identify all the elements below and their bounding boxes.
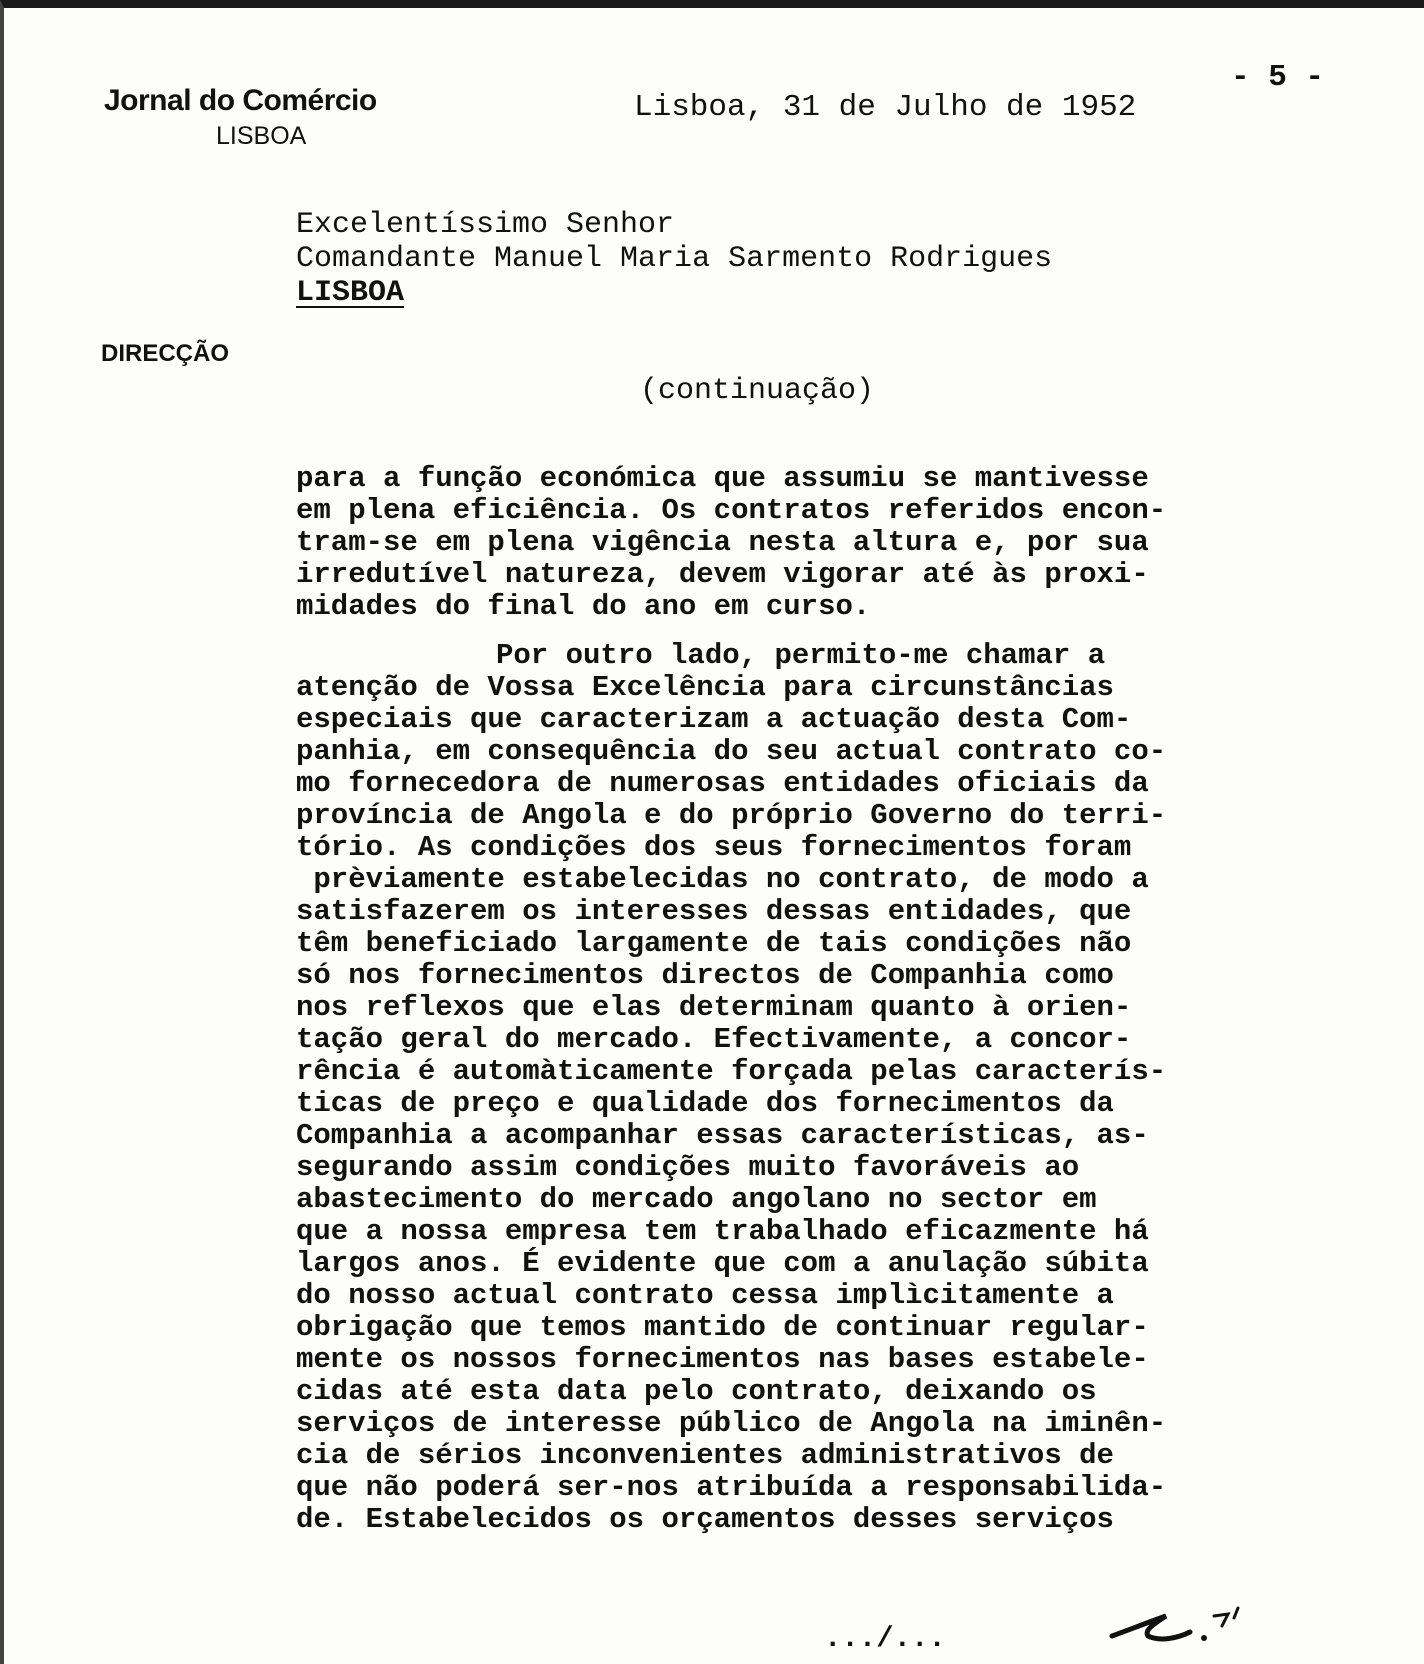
paragraph-2 (296, 640, 1306, 1536)
body-line: prèviamente estabelecidas no contrato, de modo a (296, 863, 1149, 896)
letterhead (104, 84, 377, 151)
body-line: irredutível natureza, devem vigorar até às proxi- (296, 558, 1149, 591)
body-line: especiais que caracterizam a actuação desta Com- (296, 703, 1132, 736)
body-line: cidas até esta data pelo contrato, deixando os (296, 1375, 1097, 1408)
body-line: que não poderá ser-nos atribuída a responsabilida- (296, 1471, 1167, 1504)
body-line: mo fornecedora de numerosas entidades oficiais da (296, 767, 1149, 800)
body-line: de. Estabelecidos os orçamentos desses serviços (296, 1503, 1114, 1536)
page-number: - 5 - (1230, 60, 1324, 95)
body-line: do nosso actual contrato cessa implìcitamente a (296, 1279, 1114, 1312)
body-line: ticas de preço e qualidade dos fornecimentos da (296, 1087, 1114, 1120)
addressee-salutation: Excelentíssimo Senhor (296, 208, 675, 242)
body-line: tram-se em plena vigência nesta altura e, por sua (296, 526, 1149, 559)
body-line: província de Angola e do próprio Governo do terri- (296, 799, 1167, 832)
body-line: obrigação que temos mantido de continuar regular- (296, 1311, 1149, 1344)
body-line: cia de sérios inconvenientes administrativos de (296, 1439, 1114, 1472)
body-line: serviços de interesse público de Angola na iminên- (296, 1407, 1167, 1440)
letter-body (296, 463, 1306, 1536)
body-line: atenção de Vossa Excelência para circunstâncias (296, 671, 1114, 704)
body-line: midades do final do ano em curso. (296, 590, 871, 623)
paragraph-1 (296, 463, 1306, 623)
body-line: abastecimento do mercado angolano no sector em (296, 1183, 1097, 1216)
department-label: DIRECÇÃO (101, 340, 230, 367)
body-line: só nos fornecimentos directos de Companhia como (296, 959, 1114, 992)
letterhead-city: LISBOA (216, 122, 307, 150)
addressee-name: Comandante Manuel Maria Sarmento Rodrigues (296, 242, 1053, 276)
body-line: em plena eficiência. Os contratos referidos encon- (296, 494, 1167, 527)
body-line: satisfazerem os interesses dessas entidades, que (296, 895, 1132, 928)
body-line: panhia, em consequência do seu actual contrato co- (296, 735, 1167, 768)
letterhead-name: Jornal do Comércio (104, 84, 377, 117)
body-line: tação geral do mercado. Efectivamente, a concor- (296, 1023, 1132, 1056)
place-date: Lisboa, 31 de Julho de 1952 (634, 90, 1137, 125)
body-line: têm beneficiado largamente de tais condições não (296, 927, 1132, 960)
body-line: segurando assim condições muito favoráveis ao (296, 1151, 1080, 1184)
body-line: Companhia a acompanhar essas características, as- (296, 1119, 1149, 1152)
body-line: nos reflexos que elas determinam quanto à orien- (296, 991, 1132, 1024)
body-line: que a nossa empresa tem trabalhado eficazmente há (296, 1215, 1149, 1248)
signature-mark (1104, 1602, 1244, 1652)
body-line: mente os nossos fornecimentos nas bases estabele- (296, 1343, 1149, 1376)
body-line: Por outro lado, permito-me chamar a (496, 639, 1106, 672)
continues-marker: .../... (824, 1622, 946, 1655)
continuation-heading: (continuação) (640, 374, 875, 408)
body-line: largos anos. É evidente que com a anulação súbita (296, 1247, 1149, 1280)
addressee-block (296, 208, 1052, 310)
body-line: para a função económica que assumiu se mantivesse (296, 462, 1149, 495)
addressee-city: LISBOA (296, 276, 405, 310)
body-line: rência é automàticamente forçada pelas caracterís- (296, 1055, 1167, 1088)
body-line: tório. As condições dos seus fornecimentos foram (296, 831, 1132, 864)
